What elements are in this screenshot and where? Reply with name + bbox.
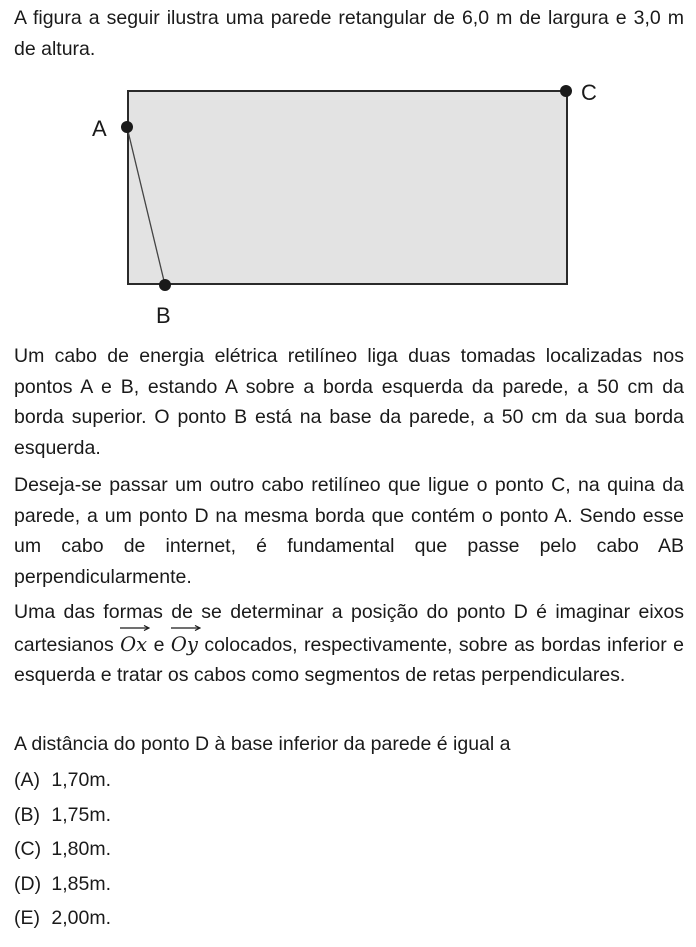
option-text: 1,70m. — [51, 769, 112, 791]
axes-connector: e — [153, 633, 165, 656]
internet-paragraph: Deseja-se passar um outro cabo retilíneo que ligue o ponto C, na quina da parede, a um ponto D na mesma borda que contém o ponto A. Sendo esse um cabo de internet, é fundamental que passe pelo cabo AB perpendicularmente. — [14, 474, 684, 588]
option-d[interactable] — [14, 867, 684, 902]
option-letter: (C) — [14, 838, 42, 860]
question-prompt: A distância do ponto D à base inferior da parede é igual a — [14, 733, 511, 755]
option-text: 2,00m. — [51, 907, 112, 929]
option-text: 1,80m. — [51, 838, 112, 860]
option-a[interactable] — [14, 763, 684, 798]
option-letter: (E) — [14, 907, 40, 929]
vector-oy: Oy — [171, 628, 198, 661]
option-e[interactable] — [14, 901, 684, 936]
option-letter: (D) — [14, 872, 42, 895]
point-b — [159, 279, 171, 291]
wall-figure — [0, 0, 696, 340]
label-a: A — [92, 116, 107, 141]
axes-text-part1: Uma das formas de se determinar a posição do ponto D é imaginar eixos cartesianos — [14, 601, 684, 656]
label-c: C — [581, 80, 597, 105]
intro-paragraph: A figura a seguir ilustra uma parede retangular de 6,0 m de largura e 3,0 m de altura. — [14, 7, 684, 60]
option-letter: (A) — [14, 769, 40, 791]
wall-rectangle — [128, 91, 567, 284]
axes-text-part2: colocados, respectivamente, sobre as bordas inferior e esquerda e tratar os cabos como segmentos de retas perpendiculares. — [14, 633, 685, 686]
label-b: B — [156, 303, 171, 328]
answer-options — [14, 763, 684, 936]
option-letter: (B) — [14, 803, 40, 826]
axes-paragraph — [14, 597, 684, 691]
point-a — [121, 121, 133, 133]
option-b[interactable] — [14, 798, 684, 833]
option-text: 1,85m. — [51, 872, 112, 895]
vector-ox: Ox — [120, 628, 147, 661]
vector-arrow-icon — [171, 625, 201, 631]
option-c[interactable] — [14, 832, 684, 867]
vector-arrow-icon — [120, 625, 150, 631]
cable-paragraph: Um cabo de energia elétrica retilíneo liga duas tomadas localizadas nos pontos A e B, estando A sobre a borda esquerda da parede, a 50 cm da borda superior. O ponto B está na base da parede, a 50 cm da sua borda esquerda. — [14, 345, 684, 459]
point-c — [560, 85, 572, 97]
option-text: 1,75m. — [51, 803, 112, 826]
